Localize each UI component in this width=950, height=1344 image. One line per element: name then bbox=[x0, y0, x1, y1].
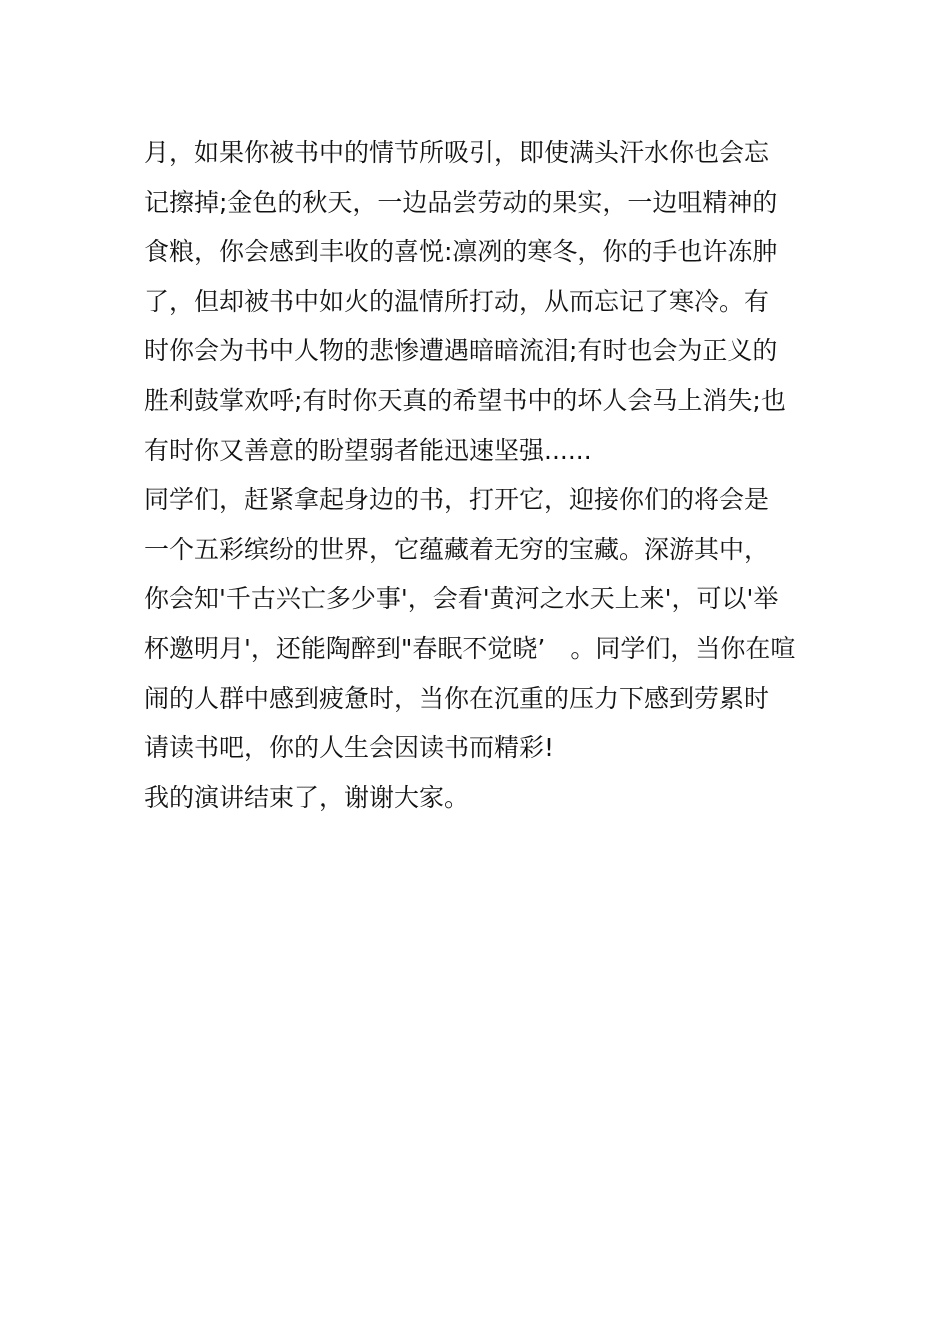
text-line: 请读书吧，你的人生会因读书而精彩! bbox=[144, 733, 555, 763]
text-line: 月，如果你被书中的情节所吸引，即使满头汗水你也会忘 bbox=[144, 138, 770, 167]
text-line: 你会知'千古兴亡多少事'，会看'黄河之水天上来'，可以'举 bbox=[144, 584, 779, 614]
text-line: 了，但却被书中如火的温情所打动，从而忘记了寒冷。有 bbox=[144, 286, 770, 316]
text-line: 食粮，你会感到丰收的喜悦:凛冽的寒冬，你的手也许冻肿 bbox=[144, 237, 778, 267]
text-line: 一个五彩缤纷的世界，它蕴藏着无穷的宝藏。深游其中， bbox=[144, 534, 770, 564]
text-line: 同学们，赶紧拿起身边的书，打开它，迎接你们的将会是 bbox=[144, 485, 770, 515]
text-line: 胜利鼓掌欢呼;有时你天真的希望书中的坏人会马上消失;也 bbox=[144, 385, 786, 415]
text-line: 闹的人群中感到疲惫时，当你在沉重的压力下感到劳累时 bbox=[144, 683, 770, 713]
speech-text bbox=[144, 128, 812, 822]
text-line: 记擦掉;金色的秋天，一边品尝劳动的果实，一边咀精神的 bbox=[144, 187, 778, 217]
text-line: 我的演讲结束了，谢谢大家。 bbox=[144, 782, 470, 812]
text-line: 杯邀明月'，还能陶醉到"春眠不觉晓’ 。同学们，当你在喧 bbox=[144, 633, 796, 663]
text-line: 有时你又善意的盼望弱者能迅速坚强...... bbox=[144, 435, 592, 465]
text-line: 时你会为书中人物的悲惨遭遇暗暗流泪;有时也会为正义的 bbox=[144, 336, 778, 366]
